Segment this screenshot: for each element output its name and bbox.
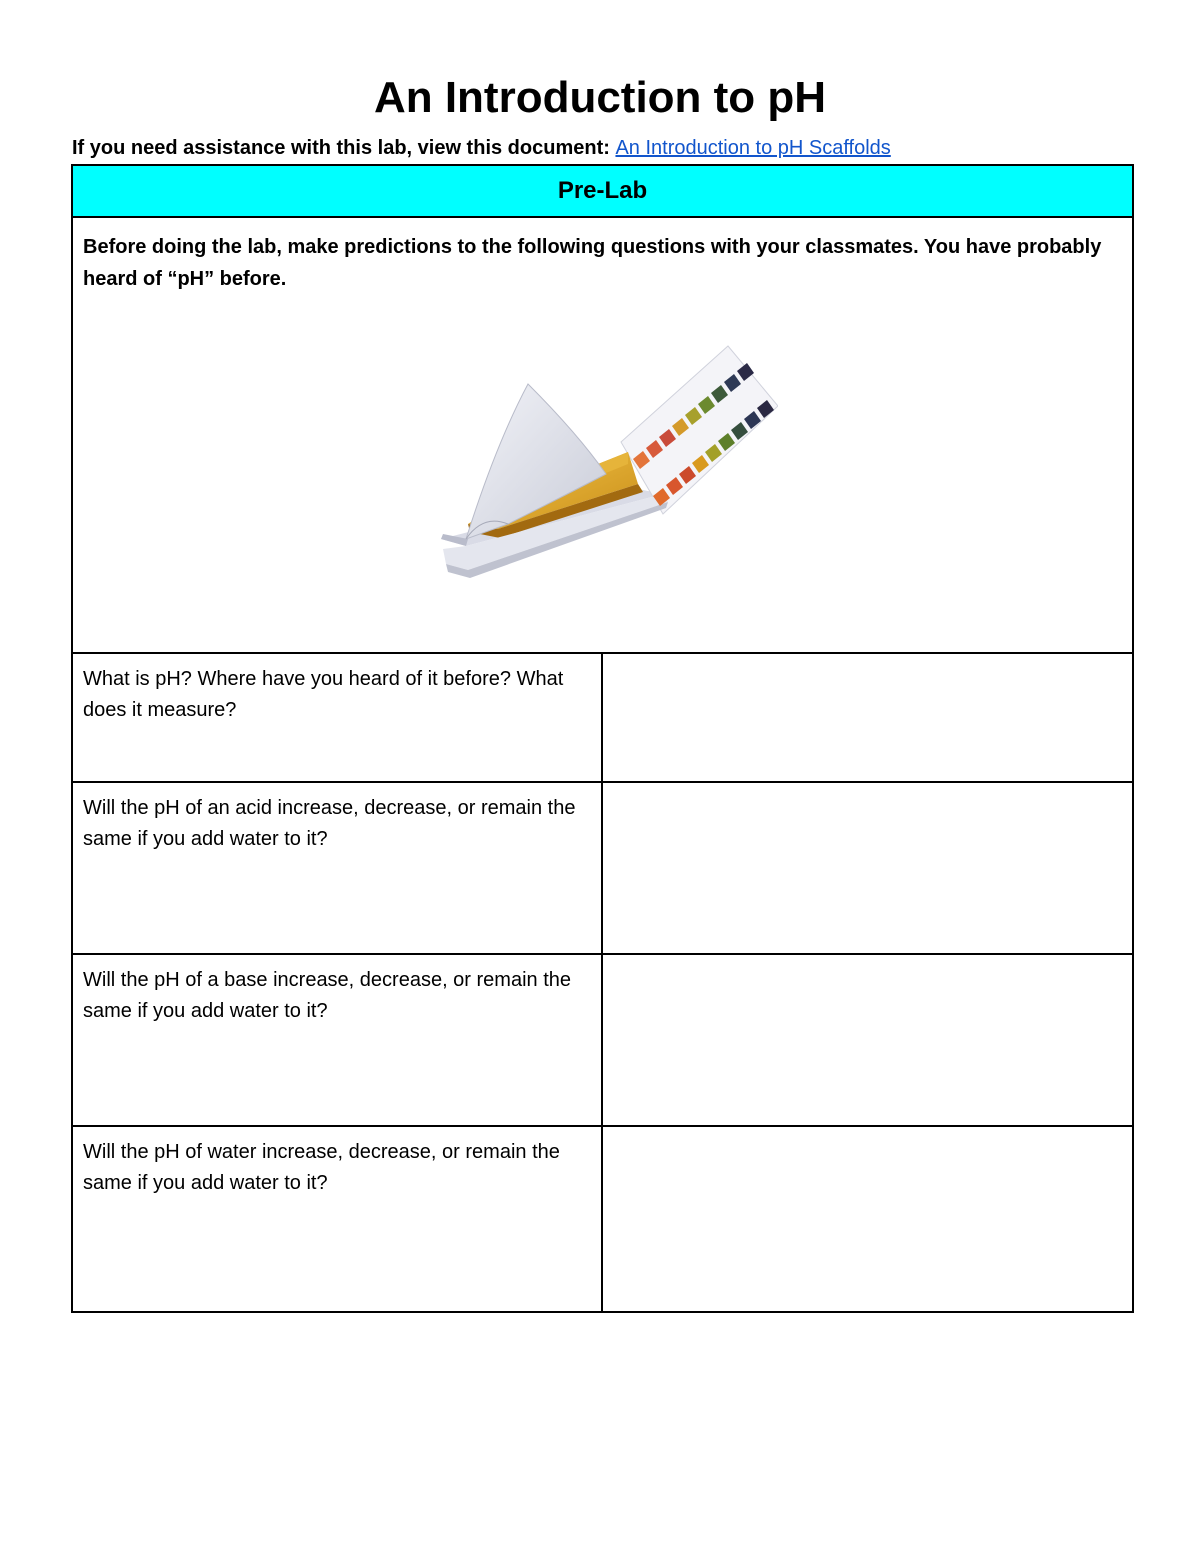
answer-cell[interactable] [602,954,1133,1126]
question-cell: Will the pH of an acid increase, decrease, or remain the same if you add water to it? [72,782,602,954]
prelab-intro-text: Before doing the lab, make predictions to the following questions with your classmates. You have probably heard of “pH” before. [83,236,1102,290]
answer-cell[interactable] [602,782,1133,954]
document-title: An Introduction to pH [373,73,827,122]
question-cell: What is pH? Where have you heard of it before? What does it measure? [72,653,602,782]
answer-cell[interactable] [602,653,1133,782]
assistance-line [72,135,891,161]
question-cell: Will the pH of water increase, decrease, or remain the same if you add water to it? [72,1126,602,1312]
prelab-header: Pre-Lab [72,165,1133,217]
answer-cell[interactable] [602,1126,1133,1312]
prelab-intro-cell [72,217,1133,653]
prelab-table [71,164,1134,1313]
assistance-text: If you need assistance with this lab, view this document: [72,137,616,159]
scaffolds-link[interactable]: An Introduction to pH Scaffolds [615,137,891,159]
ph-test-strip-booklet-icon [438,324,778,599]
question-cell: Will the pH of a base increase, decrease, or remain the same if you add water to it? [72,954,602,1126]
